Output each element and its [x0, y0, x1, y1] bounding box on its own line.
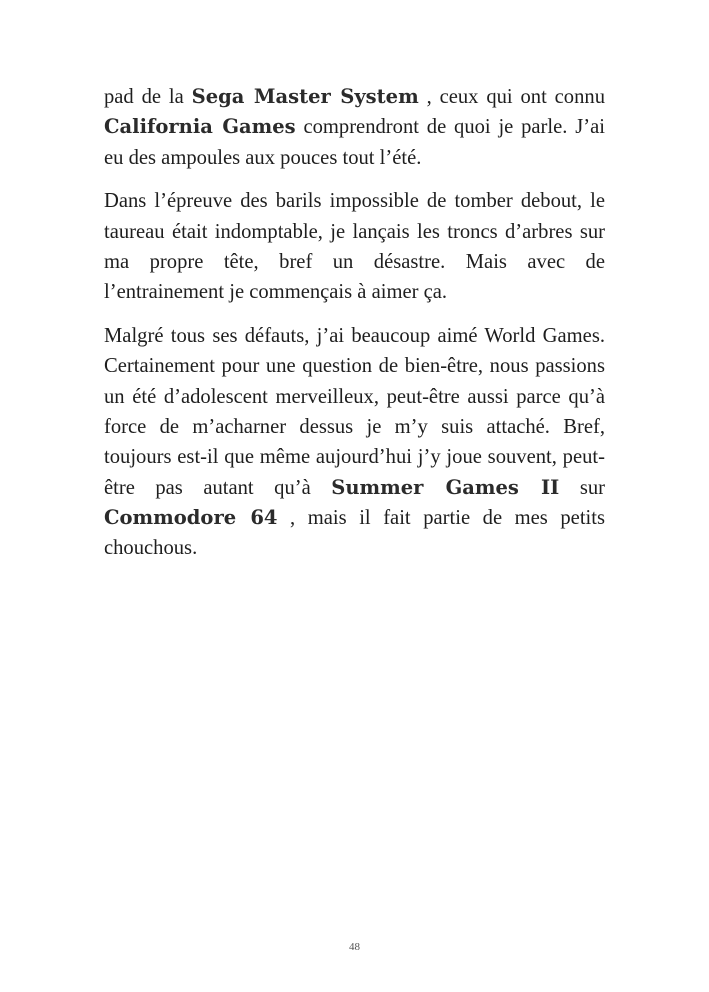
paragraph-1: [104, 82, 605, 173]
paragraph-2: Dans l’épreuve des barils impossible de tomber debout, le taureau était indomptable, je lançais les troncs d’arbres sur ma propre tête, bref un désastre. Mais avec de l’entrainement je commençais à aimer ça.: [104, 190, 605, 304]
paragraph-1-text-c: , ceux qui ont connu: [418, 86, 605, 108]
bold-title-summer-games-ii: Summer Games II: [331, 475, 560, 499]
page-number: 48: [349, 941, 360, 953]
paragraph-1-text-e: comprendront de quoi je parle. J’ai eu des ampoules aux pouces tout l’été.: [104, 116, 605, 169]
bold-title-california-games: California Games: [104, 115, 296, 139]
body-text: [104, 82, 605, 577]
paragraph-3: [104, 321, 605, 563]
paragraph-3-text-c: sur: [559, 476, 605, 499]
paragraph-3-text-e: , mais il fait partie de mes petits chouchous.: [104, 506, 605, 560]
paragraph-1-text-a: pad de la: [104, 86, 192, 108]
bold-title-commodore-64: Commodore 64: [104, 505, 278, 529]
paragraph-3-text-a: Malgré tous ses défauts, j’ai beaucoup aimé World Games. Certainement pour une question de bien-être, nous passions un été d’adolescent merveilleux, peut-être aussi parce qu’à force de m’acharner dessus je m’y suis attaché. Bref, toujours est-il que même aujourd’hui j’y joue souvent, peut-être pas autant qu’à: [104, 325, 605, 499]
bold-title-sega-master-system: Sega Master System: [191, 85, 419, 108]
